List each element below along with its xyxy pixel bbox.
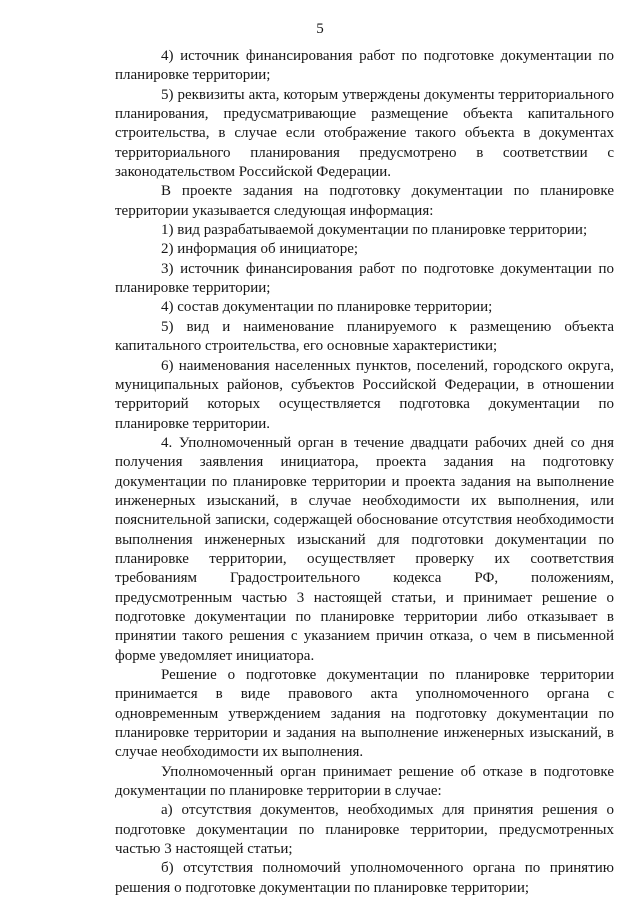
paragraph-list-item-5: 5) вид и наименование планируемого к размещению объекта капитального строительства, его основные характеристики;	[115, 318, 614, 355]
paragraph-section-4: 4. Уполномоченный орган в течение двадцати рабочих дней со дня получения заявления инициатора, проекта задания на подготовку документации по планировке территории и проекта задания на выполнение инженерных изысканий, в случае необходимости их выполнения, или пояснительной записки, содержащей обоснование отсутствия необходимости выполнения инженерных изысканий для подготовки документации по планировке территории, осуществляет проверку их соответствия требованиям Градостроительного кодекса РФ, положениям, предусмотренным частью 3 настоящей статьи, и принимает решение о подготовке документации по планировке территории либо отказывает в принятии такого решения с указанием причин отказа, о чем в письменной форме уведомляет инициатора.	[115, 434, 614, 664]
document-body	[115, 47, 614, 898]
paragraph-refusal-item-a: а) отсутствия документов, необходимых для принятия решения о подготовке документации по планировке территории, предусмотренных частью 3 настоящей статьи;	[115, 802, 614, 858]
paragraph-item-5-act-details: 5) реквизиты акта, которым утверждены документы территориального планирования, предусматривающие размещение объекта капитального строительства, в случае если отображение такого объекта в документах территориального планирования предусмотрено в соответствии с законодательством Российской Федерации.	[115, 86, 614, 181]
paragraph-list-item-1: 1) вид разрабатываемой документации по планировке территории;	[161, 222, 588, 239]
paragraph-refusal-item-b: б) отсутствия полномочий уполномоченного органа по принятию решения о подготовке документации по планировке территории;	[115, 860, 614, 896]
paragraph-refusal-intro: Уполномоченный орган принимает решение об отказе в подготовке документации по планировке территории в случае:	[115, 763, 614, 800]
paragraph-list-item-3: 3) источник финансирования работ по подготовке документации по планировке территории;	[115, 260, 614, 297]
page-number: 5	[316, 21, 324, 37]
paragraph-list-item-4: 4) состав документации по планировке территории;	[161, 299, 493, 316]
paragraph-decision-form: Решение о подготовке документации по планировке территории принимается в виде правового акта уполномоченного органа с одновременным утверждением задания на подготовку документации по планировке территории и задания на выполнение инженерных изысканий, в случае необходимости их выполнения.	[115, 667, 614, 761]
paragraph-item-4-funding-source: 4) источник финансирования работ по подготовке документации по планировке территории;	[115, 48, 614, 84]
paragraph-task-project-info: В проекте задания на подготовку документации по планировке территории указывается следующая информация:	[115, 183, 614, 219]
paragraph-list-item-6: 6) наименования населенных пунктов, поселений, городского округа, муниципальных районов, субъектов Российской Федерации, в отношении территорий которых осуществляется подготовка документации по планировке территории.	[115, 357, 614, 432]
paragraph-list-item-2: 2) информация об инициаторе;	[161, 241, 359, 258]
